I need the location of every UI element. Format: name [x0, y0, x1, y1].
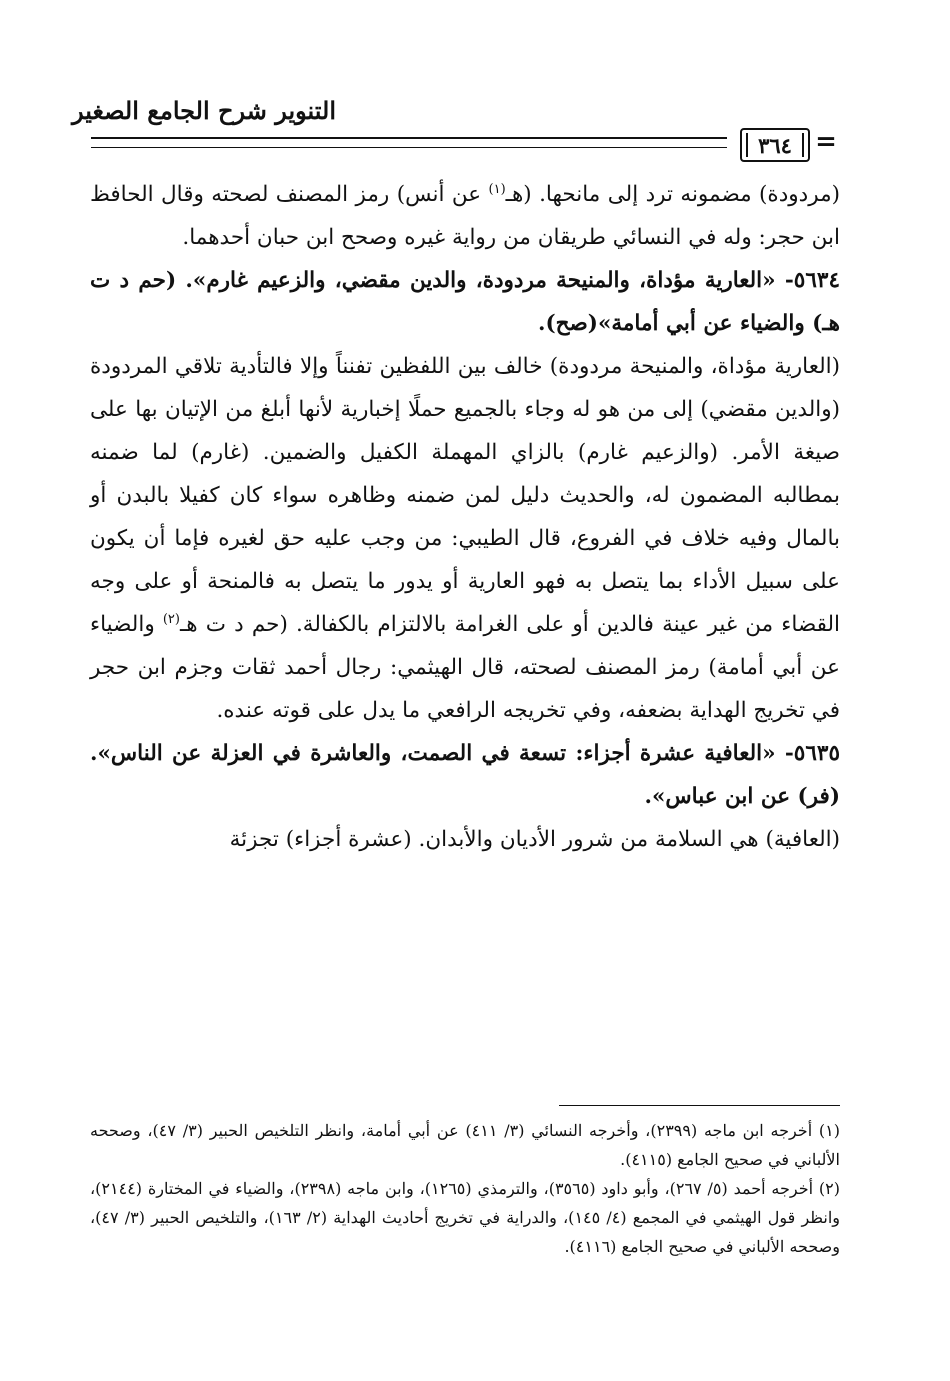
page-number-box [740, 128, 810, 162]
commentary-text: عن أنس) رمز المصنف لصحته وقال الحافظ ابن حجر: وله في النسائي طريقان من رواية غيره وصحح ابن حبان أحدهما. [90, 182, 840, 250]
page-number: ٣٦٤ [758, 132, 792, 158]
commentary-paragraph-3: (العافية) هي السلامة من شرور الأديان والأبدان. (عشرة أجزاء) تجزئة [229, 827, 840, 852]
footnote-1: (١) أخرجه ابن ماجه (٢٣٩٩)، وأخرجه النسائي (٣/ ٤١١) عن أبي أمامة، وانظر التلخيص الحبير (٣/ ٤٧)، وصححه الألباني في صحيح الجامع (٤١١٥). [90, 1121, 841, 1169]
footnote-2: (٢) أخرجه أحمد (٥/ ٢٦٧)، وأبو داود (٣٥٦٥)، والترمذي (١٢٦٥)، وابن ماجه (٢٣٩٨)، والضياء في المختارة (٢١٤٤)، وانظر قول الهيثمي في المجمع (٤/ ١٤٥)، والدراية في تخريج أحاديث الهداية (٢/ ١٦٣)، والتلخيص الحبير (٣/ ٤٧)، وصححه الألباني في صحيح الجامع (٤١١٦). [90, 1179, 841, 1256]
commentary-paragraph-2 [90, 345, 840, 732]
commentary-text: والضياء عن أبي أمامة) رمز المصنف لصحته، قال الهيثمي: رجال أحمد ثقات وجزم ابن حجر في تخريج الهداية بضعفه، وفي تخريجه الرافعي ما يدل على قوته عنده. [90, 612, 840, 723]
header-rule-thick [91, 137, 727, 139]
running-header-title: التنوير شرح الجامع الصغير [72, 96, 336, 125]
footnote-separator [559, 1105, 840, 1106]
hadith-5634: ٥٦٣٤- «العارية مؤداة، والمنيحة مردودة، والدين مقضي، والزعيم غارم». (حم د ت هـ) والضياء عن أبي أمامة»(صح). [90, 268, 840, 336]
footnote-ref-2: (٢) [162, 611, 180, 627]
commentary-text: (العارية مؤداة، والمنيحة مردودة) خالف بين اللفظين تفنناً وإلا فالتأدية تلاقي المردودة (والدين مقضي) إلى من هو له وجاء بالجميع حملًا إخبارية لأنها أبلغ من الإتيان بها على صيغة الأمر. (والزعيم غارم) بالزاي المهملة الكفيل والضمين. (غارم) لما ضمنه بمطالبه المضمون له، والحديث دليل لمن ضمنه وظاهره سواء كان كفيلا بالبدن أو بالمال وفيه خلاف في الفروع، قال الطيبي: من وجب عليه حق لغيره فإما أن يكون على سبيل الأداء بما يتصل به فهو العارية أو يدور ما يتصل به فالمنحة أو على وجه القضاء من غير عينة فالدين أو على الغرامة بالالتزام بالكفالة. (حم د ت هـ [90, 354, 840, 637]
header-rule-thin [91, 147, 727, 148]
footnotes [90, 1116, 840, 1261]
footnote-ref-1: (١) [488, 181, 506, 197]
commentary-text: (مردودة) مضمونه ترد إلى مانحها. (هـ [505, 182, 840, 207]
main-text [90, 173, 840, 861]
commentary-paragraph-1 [90, 173, 840, 259]
hadith-5635: ٥٦٣٥- «العافية عشرة أجزاء: تسعة في الصمت، والعاشرة في العزلة عن الناس». (فر) عن ابن عباس». [90, 741, 840, 809]
header-ornament-mark: = [815, 127, 837, 157]
